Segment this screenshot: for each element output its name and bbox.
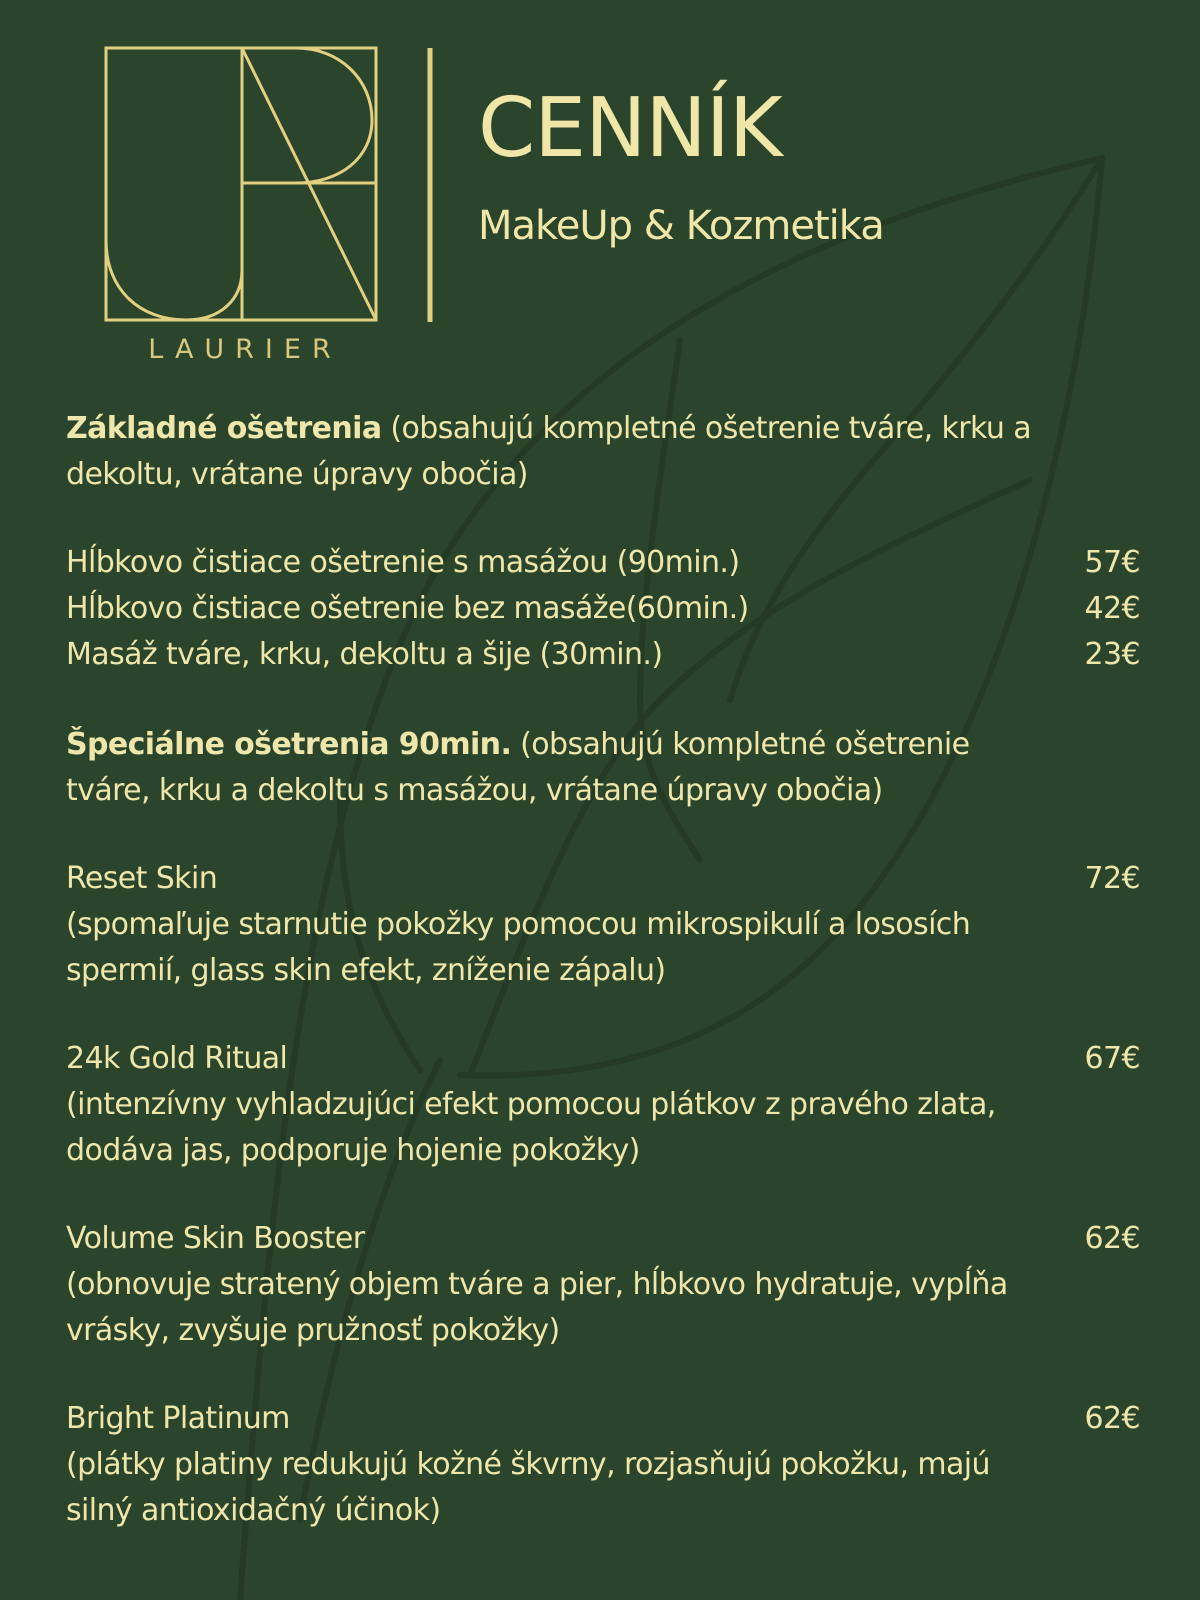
treatment-price: 62€ xyxy=(1084,1221,1140,1256)
treatment-price: 23€ xyxy=(1084,637,1140,672)
treatment-description: (intenzívny vyhladzujúci efekt pomocou plátkov z pravého zlata, dodáva jas, podporuje hojenie pokožky) xyxy=(66,1087,996,1168)
treatment-name: Reset Skin xyxy=(66,861,218,896)
treatment-price: 57€ xyxy=(1084,545,1140,580)
treatment-name: Hĺbkovo čistiace ošetrenie bez masáže(60min.) xyxy=(66,591,749,626)
basic-price-list xyxy=(66,540,1140,678)
special-section-intro xyxy=(66,722,1056,814)
list-item xyxy=(66,1216,1140,1354)
treatment-name: Volume Skin Booster xyxy=(66,1221,365,1256)
brand-name: LAURIER xyxy=(148,334,342,365)
laurier-logo-icon xyxy=(100,40,440,330)
list-item xyxy=(66,1036,1140,1174)
treatment-price: 42€ xyxy=(1084,591,1140,626)
basic-section-heading: Základné ošetrenia xyxy=(66,411,382,446)
list-item xyxy=(66,586,1140,632)
basic-section-intro xyxy=(66,406,1056,498)
treatment-price: 62€ xyxy=(1084,1401,1140,1436)
treatment-price: 72€ xyxy=(1084,861,1140,896)
treatment-description: (spomaľuje starnutie pokožky pomocou mikrospikulí a lososích spermií, glass skin efekt, zníženie zápalu) xyxy=(66,907,971,988)
treatment-price: 67€ xyxy=(1084,1041,1140,1076)
page-title: CENNÍK xyxy=(478,81,782,176)
list-item xyxy=(66,856,1140,994)
special-section-note: (obsahujú kompletné ošetrenie tváre, krku a dekoltu s masážou, vrátane úpravy obočia) xyxy=(66,727,970,808)
treatment-description: (plátky platiny redukujú kožné škvrny, rozjasňujú pokožku, majú silný antioxidačný účinok) xyxy=(66,1447,990,1528)
list-item xyxy=(66,540,1140,586)
price-list-content xyxy=(66,406,1140,1534)
treatment-name: Bright Platinum xyxy=(66,1401,290,1436)
treatment-description: (obnovuje stratený objem tváre a pier, hĺbkovo hydratuje, vypĺňa vrásky, zvyšuje pružnosť pokožky) xyxy=(66,1267,1008,1348)
basic-section-note: (obsahujú kompletné ošetrenie tváre, krku a dekoltu, vrátane úpravy obočia) xyxy=(66,411,1032,492)
treatment-name: Hĺbkovo čistiace ošetrenie s masážou (90min.) xyxy=(66,545,740,580)
list-item xyxy=(66,632,1140,678)
list-item xyxy=(66,1396,1140,1534)
special-section-heading: Špeciálne ošetrenia 90min. xyxy=(66,727,512,762)
treatment-name: Masáž tváre, krku, dekoltu a šije (30min.) xyxy=(66,637,663,672)
treatment-name: 24k Gold Ritual xyxy=(66,1041,288,1076)
page-subtitle: MakeUp & Kozmetika xyxy=(478,203,884,249)
